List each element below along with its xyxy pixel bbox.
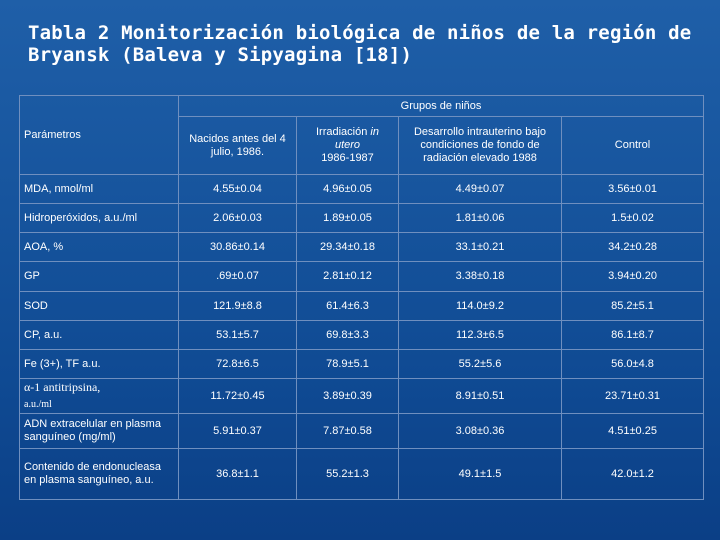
- column-header-intrauterine: Desarrollo intrauterino bajo condiciones de fondo de radiación elevado 1988: [399, 117, 562, 175]
- cell-value: 2.81±0.12: [297, 262, 399, 292]
- cell-value: 34.2±0.28: [562, 233, 704, 262]
- cell-value: 4.49±0.07: [399, 175, 562, 204]
- table-row: [20, 292, 704, 321]
- row-label-alpha-antitrypsin: [20, 379, 179, 414]
- row-label: SOD: [20, 292, 179, 321]
- slide-title: [28, 22, 698, 66]
- cell-value: 1.5±0.02: [562, 204, 704, 233]
- cell-value: 42.0±1.2: [562, 449, 704, 500]
- cell-value: 4.51±0.25: [562, 414, 704, 449]
- cell-value: 49.1±1.5: [399, 449, 562, 500]
- cell-value: 30.86±0.14: [179, 233, 297, 262]
- cell-value: 72.8±6.5: [179, 350, 297, 379]
- cell-value: 85.2±5.1: [562, 292, 704, 321]
- cell-value: 69.8±3.3: [297, 321, 399, 350]
- table-row: [20, 175, 704, 204]
- table-row: [20, 379, 704, 414]
- row-label: Contenido de endonucleasa en plasma sanguíneo, a.u.: [20, 449, 179, 500]
- cell-value: 7.87±0.58: [297, 414, 399, 449]
- slide-title-line-1: Tabla 2 Monitorización biológica de niños de la región de: [28, 22, 692, 44]
- cell-value: 3.89±0.39: [297, 379, 399, 414]
- row-label: CP, a.u.: [20, 321, 179, 350]
- table-row: [20, 414, 704, 449]
- cell-value: 2.06±0.03: [179, 204, 297, 233]
- cell-value: 53.1±5.7: [179, 321, 297, 350]
- cell-value: 5.91±0.37: [179, 414, 297, 449]
- cell-value: 61.4±6.3: [297, 292, 399, 321]
- row-label-unit: a.u./ml: [24, 399, 52, 410]
- cell-value: 112.3±6.5: [399, 321, 562, 350]
- table-row: [20, 350, 704, 379]
- in-utero-italic-1: in: [370, 126, 379, 138]
- column-header-born-before: Nacidos antes del 4 julio, 1986.: [179, 117, 297, 175]
- cell-value: 55.2±5.6: [399, 350, 562, 379]
- row-label: MDA, nmol/ml: [20, 175, 179, 204]
- cell-value: 56.0±4.8: [562, 350, 704, 379]
- cell-value: 55.2±1.3: [297, 449, 399, 500]
- column-header-in-utero: [297, 117, 399, 175]
- table-row: [20, 233, 704, 262]
- cell-value: 121.9±8.8: [179, 292, 297, 321]
- cell-value: 33.1±0.21: [399, 233, 562, 262]
- cell-value: 8.91±0.51: [399, 379, 562, 414]
- row-label-main: α-1 antitripsina,: [24, 380, 101, 394]
- groups-header: Grupos de niños: [179, 96, 704, 117]
- cell-value: 3.08±0.36: [399, 414, 562, 449]
- in-utero-italic-2: utero: [334, 139, 361, 151]
- table-row: [20, 204, 704, 233]
- row-label: GP: [20, 262, 179, 292]
- biomonitoring-table: [19, 95, 704, 500]
- cell-value: 4.96±0.05: [297, 175, 399, 204]
- row-label: ADN extracelular en plasma sanguíneo (mg/ml): [20, 414, 179, 449]
- table-row: [20, 321, 704, 350]
- in-utero-prefix: Irradiación: [316, 126, 371, 138]
- slide-title-line-2: Bryansk (Baleva y Sipyagina [18]): [28, 44, 413, 66]
- cell-value: 4.55±0.04: [179, 175, 297, 204]
- cell-value: 114.0±9.2: [399, 292, 562, 321]
- parameters-header: Parámetros: [20, 96, 179, 175]
- cell-value: 36.8±1.1: [179, 449, 297, 500]
- row-label: Hidroperóxidos, a.u./ml: [20, 204, 179, 233]
- cell-value: 3.38±0.18: [399, 262, 562, 292]
- row-label: Fe (3+), TF a.u.: [20, 350, 179, 379]
- cell-value: 29.34±0.18: [297, 233, 399, 262]
- table-row: [20, 449, 704, 500]
- cell-value: 11.72±0.45: [179, 379, 297, 414]
- row-label: AOA, %: [20, 233, 179, 262]
- table-row: [20, 262, 704, 292]
- cell-value: 1.89±0.05: [297, 204, 399, 233]
- cell-value: 3.94±0.20: [562, 262, 704, 292]
- cell-value: 1.81±0.06: [399, 204, 562, 233]
- cell-value: 78.9±5.1: [297, 350, 399, 379]
- cell-value: 86.1±8.7: [562, 321, 704, 350]
- column-header-control: Control: [562, 117, 704, 175]
- cell-value: .69±0.07: [179, 262, 297, 292]
- in-utero-years: 1986-1987: [321, 152, 374, 164]
- cell-value: 23.71±0.31: [562, 379, 704, 414]
- cell-value: 3.56±0.01: [562, 175, 704, 204]
